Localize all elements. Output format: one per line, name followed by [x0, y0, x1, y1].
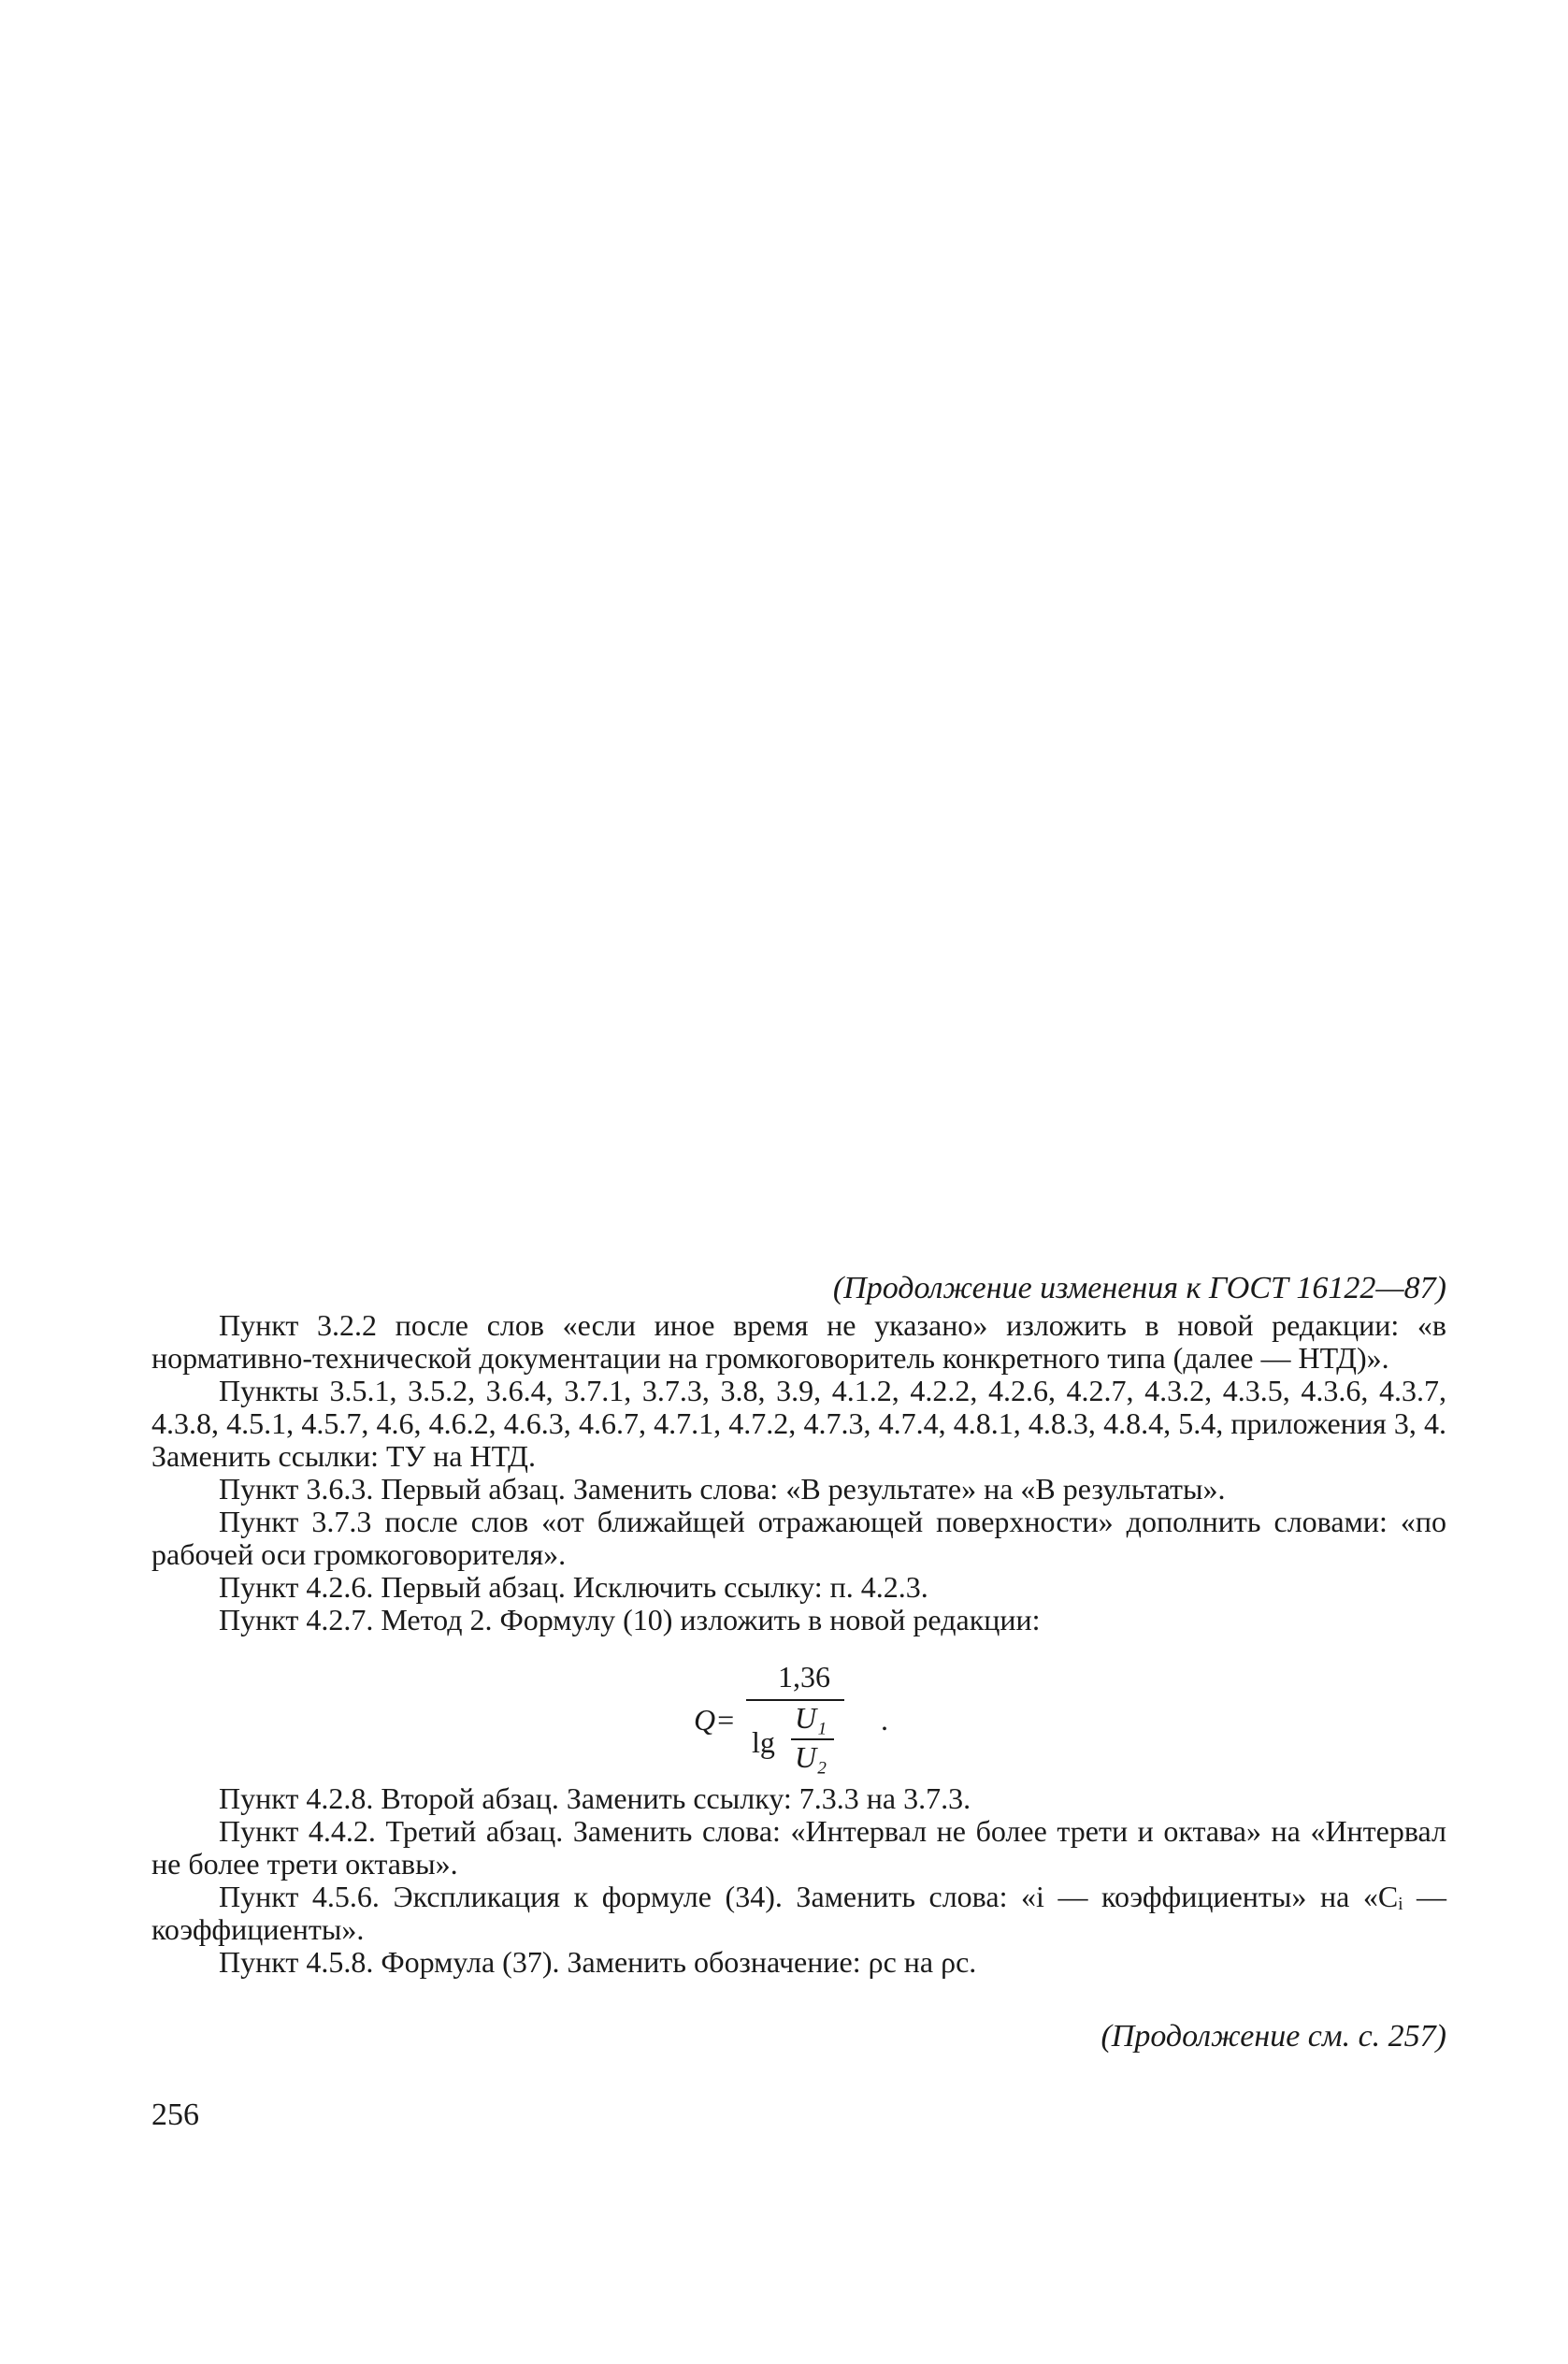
continuation-note: (Продолжение см. с. 257): [1100, 2019, 1446, 2054]
paragraph: Пункт 4.4.2. Третий абзац. Заменить слова: «Интервал не более трети и октава» на «Интервал не более трети октавы».: [151, 1814, 1446, 1881]
paragraph: Пункты 3.5.1, 3.5.2, 3.6.4, 3.7.1, 3.7.3, 3.8, 3.9, 4.1.2, 4.2.2, 4.2.6, 4.2.7, 4.3.2, 4.3.5, 4.3.6, 4.3.7, 4.3.8, 4.5.1, 4.5.7, 4.6, 4.6.2, 4.6.3, 4.6.7, 4.7.1, 4.7.2, 4.7.3, 4.7.4, 4.8.1, 4.8.3, 4.8.4, 5.4, приложения 3, 4. Заменить ссылки: ТУ на НТД.: [151, 1374, 1446, 1473]
amendment-header: (Продолжение изменения к ГОСТ 16122—87): [832, 1271, 1446, 1305]
formula-10: [673, 1660, 954, 1772]
paragraph: Пункт 3.6.3. Первый абзац. Заменить слова: «В результате» на «В результаты».: [219, 1472, 1226, 1506]
paragraph: Пункт 3.2.2 после слов «если иное время не указано» изложить в новой редакции: «в нормативно-технической документации на громкоговоритель конкретного типа (далее — НТД)».: [151, 1308, 1446, 1375]
formula-sub-numerator: U₁: [795, 1701, 827, 1735]
formula-sub-denominator: U₂: [795, 1740, 827, 1774]
formula-log: lg: [752, 1725, 775, 1759]
paragraph: Пункт 4.2.8. Второй абзац. Заменить ссылку: 7.3.3 на 3.7.3.: [219, 1781, 971, 1815]
paragraph: Пункт 4.2.7. Метод 2. Формулу (10) изложить в новой редакции:: [219, 1603, 1041, 1636]
text-block-top: [151, 1309, 1446, 1636]
page-number: 256: [151, 2097, 199, 2132]
paragraph: Пункт 4.2.6. Первый абзац. Исключить ссылку: п. 4.2.3.: [219, 1570, 928, 1604]
text-block-bottom: [151, 1782, 1446, 1979]
formula-numerator: 1,36: [778, 1660, 830, 1694]
paragraph: Пункт 4.5.8. Формула (37). Заменить обозначение: ρc на ρc.: [219, 1945, 977, 1979]
paragraph: Пункт 3.7.3 после слов «от ближайщей отражающей поверхности» дополнить словами: «по рабочей оси громкоговорителя».: [151, 1505, 1446, 1571]
formula-end: .: [881, 1703, 888, 1737]
formula-lhs: Q=: [694, 1703, 736, 1737]
paragraph: Пункт 4.5.6. Экспликация к формуле (34). Заменить слова: «i — коэффициенты» на «Cᵢ — коэффициенты».: [151, 1880, 1446, 1946]
